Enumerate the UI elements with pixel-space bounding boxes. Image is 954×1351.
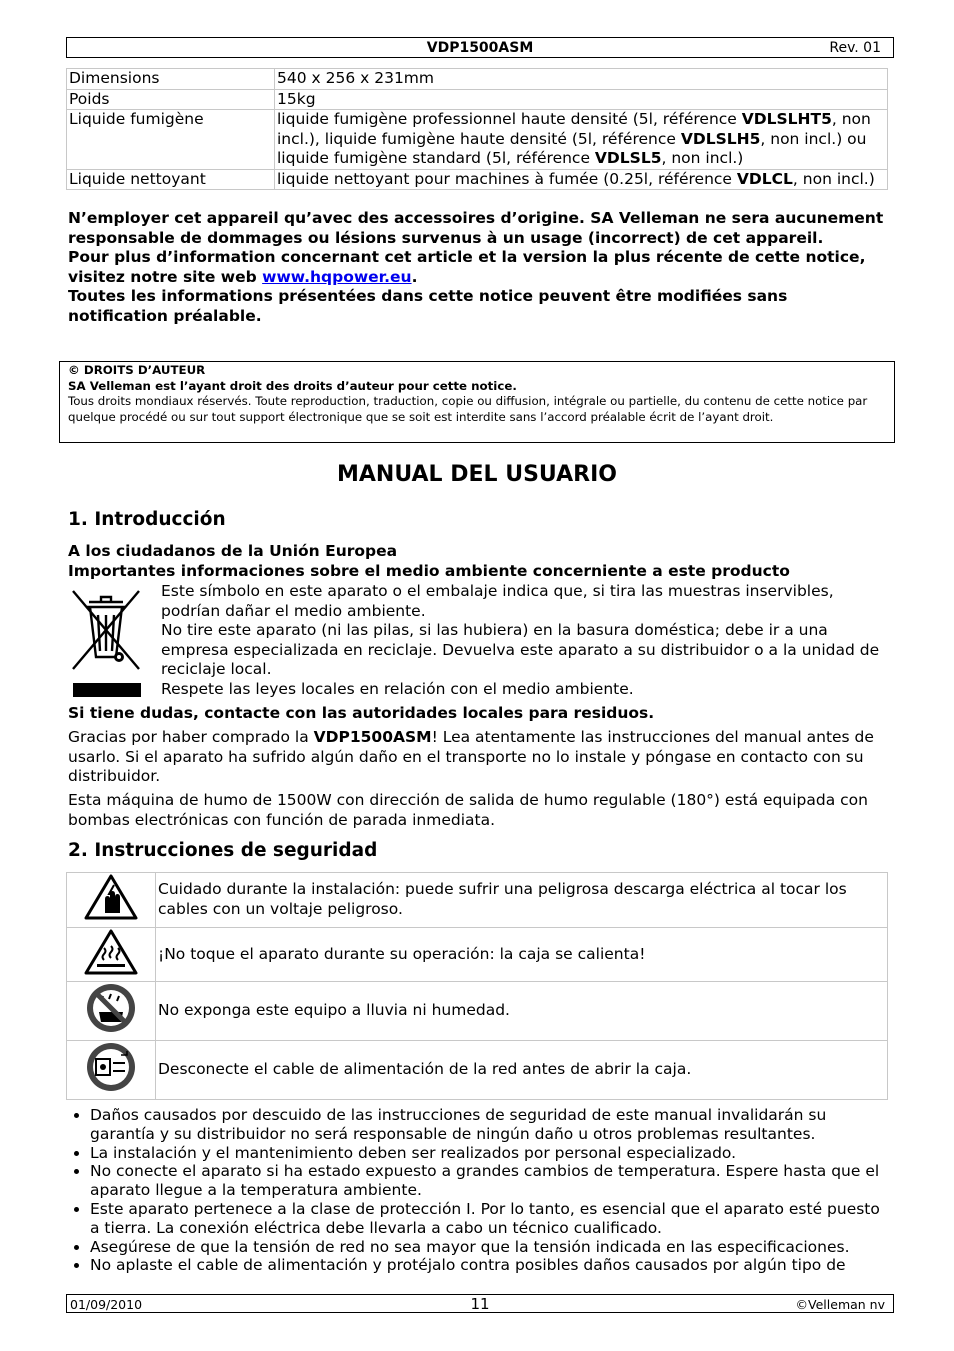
copyright-box xyxy=(59,361,895,443)
copyright-subtitle: SA Velleman est l’ayant droit des droits d’auteur pour cette notice. xyxy=(68,378,517,393)
list-item: • No conecte el aparato si ha estado expuesto a grandes cambios de temperatura. Espere hasta que el aparato llegue a la temperatura ambiente. xyxy=(90,1162,890,1200)
spec-label: Liquide nettoyant xyxy=(67,169,275,190)
electric-hazard-icon xyxy=(83,907,139,925)
footer-copyright: ©Velleman nv xyxy=(795,1297,885,1312)
notice-website-end: . xyxy=(411,267,418,286)
icon-cell xyxy=(67,982,156,1041)
spec-text: , non incl.) ou liquide fumigène standard (5l, référence xyxy=(277,129,867,167)
weee-paragraph: Respete las leyes locales en relación con el medio ambiente. xyxy=(161,679,634,698)
safety-text: Desconecte el cable de alimentación de la red antes de abrir la caja. xyxy=(156,1041,888,1100)
part-number: VDLSLH5 xyxy=(680,129,761,148)
page-footer xyxy=(66,1294,894,1313)
spec-text: liquide fumigène professionnel haute densité (5l, référence xyxy=(277,110,742,128)
page-header xyxy=(66,37,894,58)
thanks-paragraph xyxy=(68,728,890,787)
spec-text: liquide nettoyant pour machines à fumée (0.25l, référence xyxy=(277,169,737,188)
safety-bullet-list xyxy=(68,1106,890,1275)
eu-citizens-heading: A los ciudadanos de la Unión Europea xyxy=(68,542,398,560)
list-item: • Daños causados por descuido de las instrucciones de seguridad de este manual invalidarán su garantía y su distribuidor no será responsable de ningún daño u otros problemas resultantes. xyxy=(90,1106,890,1144)
icon-cell xyxy=(67,873,156,928)
list-item: • Este aparato pertenece a la clase de protección I. Por lo tanto, es esencial que el aparato esté puesto a tierra. La conexión eléctrica debe llevarla a cabo un técnico cualificado. xyxy=(90,1200,890,1238)
no-rain-icon xyxy=(85,1020,137,1038)
spec-table xyxy=(66,68,888,190)
spec-text: , non incl.), liquide fumigène haute densité (5l, référence xyxy=(277,110,871,148)
safety-text: Cuidado durante la instalación: puede sufrir una peligrosa descarga eléctrica al tocar los cables con un voltaje peligroso. xyxy=(156,873,888,928)
hot-surface-icon xyxy=(83,962,139,980)
list-item: • No aplaste el cable de alimentación y protéjalo contra posibles daños causados por algún tipo de xyxy=(90,1256,890,1275)
notice-website xyxy=(68,248,890,287)
weee-bin-icon xyxy=(69,585,143,699)
thanks-text-rest: ! Lea atentamente las instrucciones del manual antes de usarlo. Si el aparato ha sufrido algún daño en el transporte no lo instale y póngase en contacto con su distribuidor. xyxy=(68,728,874,785)
spec-value xyxy=(275,110,888,170)
environment-heading: Importantes informaciones sobre el medio ambiente concerniente a este producto xyxy=(68,562,790,580)
list-item: • Asegúrese de que la tensión de red no sea mayor que la tensión indicada en las especificaciones. xyxy=(90,1238,890,1257)
machine-description: Esta máquina de humo de 1500W con dirección de salida de humo regulable (180°) está equipada con bombas electrónicas con función de parada inmediata. xyxy=(68,791,868,829)
table-row xyxy=(67,110,888,170)
doubt-note: Si tiene dudas, contacte con las autoridades locales para residuos. xyxy=(68,704,655,722)
part-number: VDLCL xyxy=(736,169,793,188)
spec-text: , non incl.) xyxy=(792,169,875,188)
safety-text: ¡No toque el aparato durante su operación: la caja se calienta! xyxy=(156,927,888,982)
product-name: VDP1500ASM xyxy=(313,728,432,746)
table-row xyxy=(67,169,888,190)
page-number: 11 xyxy=(470,1295,490,1313)
icon-cell xyxy=(67,1041,156,1100)
spec-label: Poids xyxy=(67,89,275,110)
spec-label: Dimensions xyxy=(67,69,275,90)
table-row xyxy=(67,1041,888,1100)
document-title: VDP1500ASM xyxy=(426,40,534,56)
thanks-text: Gracias por haber comprado la xyxy=(68,728,314,746)
website-link[interactable]: www.hqpower.eu xyxy=(262,267,412,286)
table-row xyxy=(67,89,888,110)
notice-website-text: Pour plus d’information concernant cet article et la version la plus récente de cette notice, visitez notre site web xyxy=(68,248,866,286)
spec-label: Liquide fumigène xyxy=(67,110,275,170)
spec-value xyxy=(275,169,888,190)
section-heading: 1. Introducción xyxy=(68,509,226,530)
weee-paragraph: No tire este aparato (ni las pilas, si las hubiera) en la basura doméstica; debe ir a una empresa especializada en reciclaje. Devuelva este aparato a su distribuidor o a la unidad de reciclaje local. xyxy=(161,621,880,678)
list-item: • La instalación y el mantenimiento deben ser realizados por personal especializado. xyxy=(90,1144,890,1163)
spec-value: 15kg xyxy=(275,89,888,110)
section-heading: 2. Instrucciones de seguridad xyxy=(68,840,378,861)
copyright-body: Tous droits mondiaux réservés. Toute reproduction, traduction, copie ou diffusion, intégrale ou partielle, du contenu de cette notice par quelque procédé ou sur tout support électronique que se soit est interdite sans l’accord préalable écrit de l’ayant droit. xyxy=(68,394,868,424)
footer-date: 01/09/2010 xyxy=(70,1297,143,1312)
notice-block xyxy=(68,209,890,326)
spec-value: 540 x 256 x 231mm xyxy=(275,69,888,90)
table-row xyxy=(67,927,888,982)
manual-title: MANUAL DEL USUARIO xyxy=(337,462,617,487)
part-number: VDLSL5 xyxy=(594,149,662,167)
table-row xyxy=(67,982,888,1041)
revision-label: Rev. 01 xyxy=(829,40,881,56)
table-row xyxy=(67,69,888,90)
weee-paragraph: Este símbolo en este aparato o el embalaje indica que, si tira las muestras inservibles, podrían dañar el medio ambiente. xyxy=(161,582,834,620)
icon-cell xyxy=(67,927,156,982)
notice-accessories: N’employer cet appareil qu’avec des accessoires d’origine. SA Velleman ne sera aucunement responsable de dommages ou lésions survenus à un usage (incorrect) de cet appareil. xyxy=(68,209,884,247)
safety-text: No exponga este equipo a lluvia ni humedad. xyxy=(156,982,888,1041)
notice-changes: Toutes les informations présentées dans cette notice peuvent être modifiées sans notification préalable. xyxy=(68,287,788,325)
safety-table xyxy=(66,872,888,1100)
table-row xyxy=(67,873,888,928)
unplug-icon xyxy=(85,1079,137,1097)
copyright-title: © DROITS D’AUTEUR xyxy=(68,363,206,377)
part-number: VDLSLHT5 xyxy=(741,110,832,128)
spec-text: , non incl.) xyxy=(661,149,744,167)
weee-text xyxy=(161,582,889,699)
